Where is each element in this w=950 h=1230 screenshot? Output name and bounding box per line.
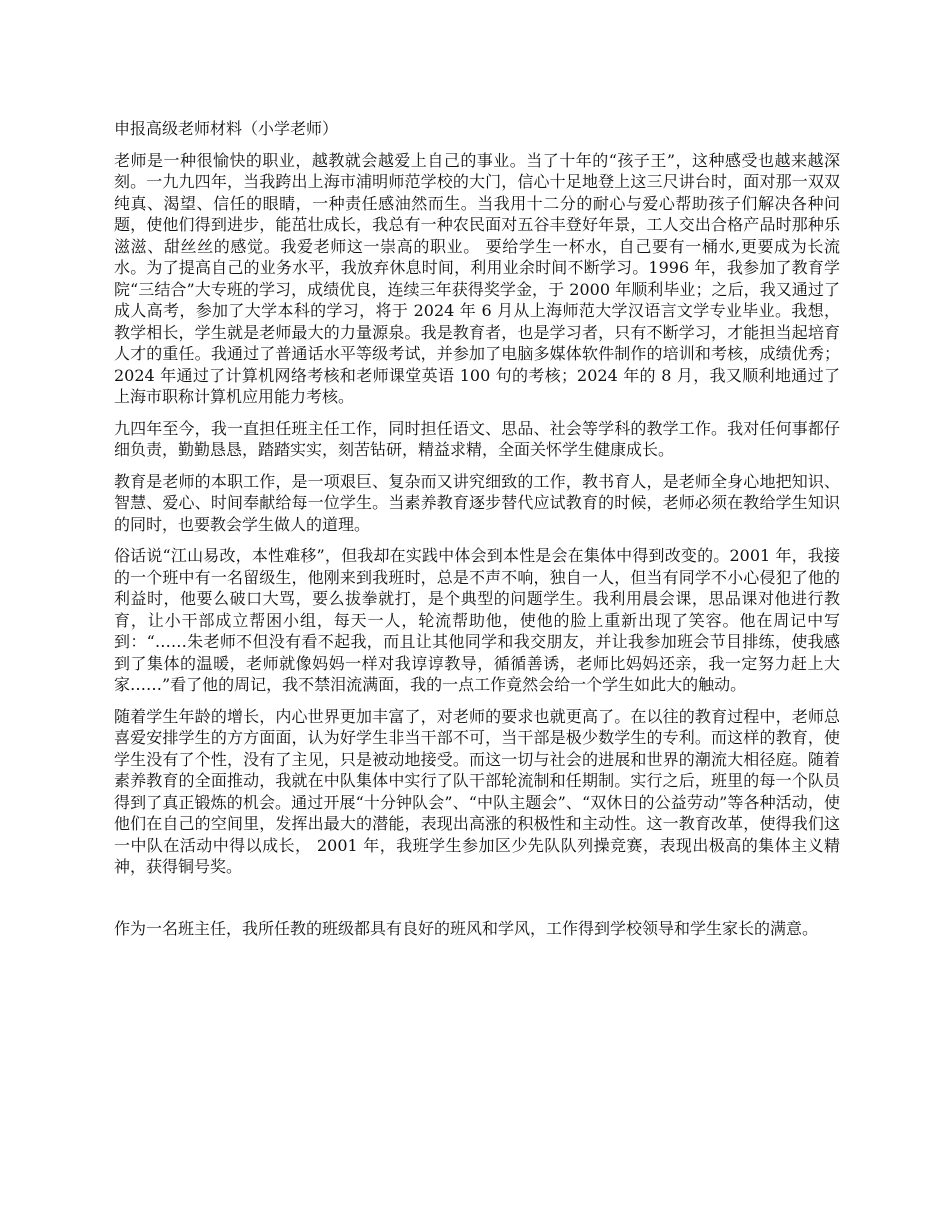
- paragraph-2: 九四年至今，我一直担任班主任工作，同时担任语文、思品、社会等学科的教学工作。我对任何事都仔细负责，勤勤恳恳，踏踏实实，刻苦钻研，精益求精，全面关怀学生健康成长。: [114, 418, 840, 459]
- paragraph-1: 老师是一种很愉快的职业，越教就会越爱上自己的事业。当了十年的“孩子王”，这种感受也越来越深刻。一九九四年，当我跨出上海市浦明师范学校的大门，信心十足地登上这三尺讲台时，面对那一双双纯真、渴望、信任的眼睛，一种责任感油然而生。当我用十二分的耐心与爱心帮助孩子们解决各种问题，使他们得到进步，能茁壮成长，我总有一种农民面对五谷丰登好年景，工人交出合格产品时那种乐滋滋、甜丝丝的感觉。我爱老师这一崇高的职业。 要给学生一杯水，自己要有一桶水,更要成为长流水。为了提高自己的业务水平，我放弃休息时间，利用业余时间不断学习。1996 年，我参加了教育学院“三结合”大专班的学习，成绩优良，连续三年获得奖学金，于 2000 年顺利毕业；之后，我又通过了成人高考，参加了大学本科的学习，将于 2024 年 6 月从上海师范大学汉语言文学专业毕业。我想，教学相长，学生就是老师最大的力量源泉。我是教育者，也是学习者，只有不断学习，才能担当起培育人才的重任。我通过了普通话水平等级考试，并参加了电脑多媒体软件制作的培训和考核，成绩优秀；2024 年通过了计算机网络考核和老师课堂英语 100 句的考核；2024 年的 8 月，我又顺利地通过了上海市职称计算机应用能力考核。: [114, 150, 840, 406]
- document-title: 申报高级老师材料（小学老师）: [114, 119, 339, 138]
- paragraph-6: 作为一名班主任，我所任教的班级都具有良好的班风和学风，工作得到学校领导和学生家长的满意。: [114, 918, 819, 938]
- paragraph-3: 教育是老师的本职工作，是一项艰巨、复杂而又讲究细致的工作，教书育人，是老师全身心地把知识、智慧、爱心、时间奉献给每一位学生。当素养教育逐步替代应试教育的时候，老师必须在教给学生知识的同时，也要教会学生做人的道理。: [114, 471, 840, 534]
- document-page: [114, 118, 840, 949]
- paragraph-5: 随着学生年龄的增长，内心世界更加丰富了，对老师的要求也就更高了。在以往的教育过程中，老师总喜爱安排学生的方方面面，认为好学生非当干部不可，当干部是极少数学生的专利。而这样的教育，使学生没有了个性，没有了主见，只是被动地接受。而这一切与社会的进展和世界的潮流大相径庭。随着素养教育的全面推动，我就在中队集体中实行了队干部轮流制和任期制。实行之后，班里的每一个队员得到了真正锻炼的机会。通过开展“十分钟队会”、“中队主题会”、“双休日的公益劳动”等各种活动，使他们在自己的空间里，发挥出最大的潜能，表现出高涨的积极性和主动性。这一教育改革，使得我们这一中队在活动中得以成长， 2001 年，我班学生参加区少先队队列操竞赛，表现出极高的集体主义精神，获得铜号奖。: [114, 706, 840, 876]
- paragraph-4: 俗话说“江山易改，本性难移”，但我却在实践中体会到本性是会在集体中得到改变的。2001 年，我接的一个班中有一名留级生，他刚来到我班时，总是不声不响，独自一人，但当有同学不小心侵犯了他的利益时，他要么破口大骂，要么拔拳就打，是个典型的问题学生。我利用晨会课，思品课对他进行教育，让小干部成立帮困小组，每天一人，轮流帮助他，使他的脸上重新出现了笑容。他在周记中写到：“……朱老师不但没有看不起我，而且让其他同学和我交朋友，并让我参加班会节目排练，使我感到了集体的温暖，老师就像妈妈一样对我谆谆教导，循循善诱，老师比妈妈还亲，我一定努力赶上大家……”看了他的周记，我不禁泪流满面，我的一点工作竟然会给一个学生如此大的触动。: [114, 546, 840, 694]
